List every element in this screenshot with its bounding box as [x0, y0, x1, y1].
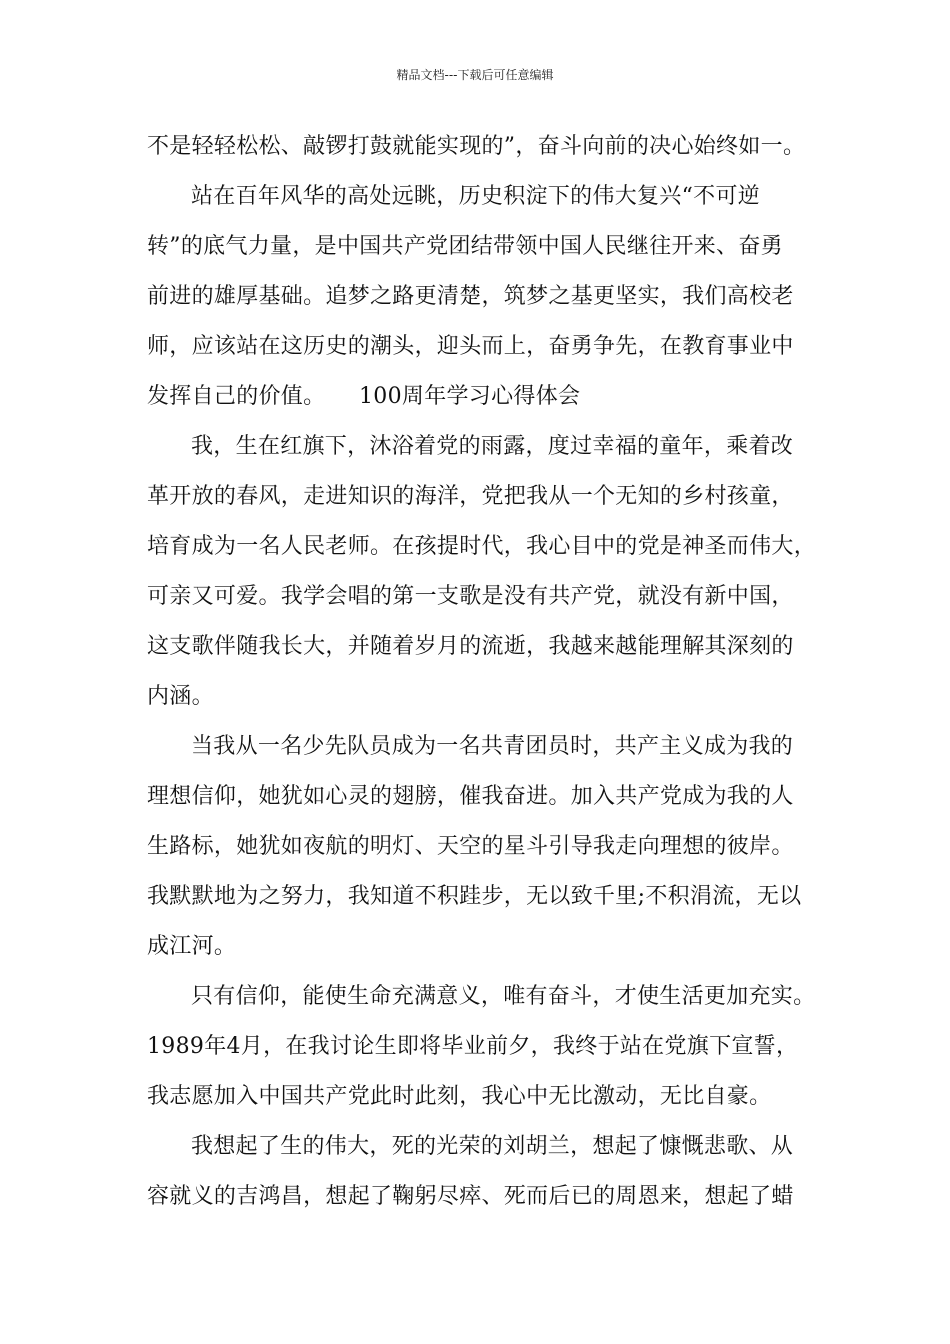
text-line: 生路标，她犹如夜航的明灯、天空的星斗引导我走向理想的彼岸。: [147, 834, 794, 859]
page-header: 精品文档---下载后可任意编辑: [396, 68, 554, 82]
paragraph-first-line: 站在百年风华的高处远眺，历史积淀下的伟大复兴“不可逆: [191, 184, 761, 209]
text-line: 师，应该站在这历史的潮头，迎头而上，奋勇争先，在教育事业中: [147, 334, 794, 359]
text-line: 可亲又可爱。我学会唱的第一支歌是没有共产党，就没有新中国，: [147, 584, 794, 609]
paragraph-first-line: 我想起了生的伟大，死的光荣的刘胡兰，想起了慷慨悲歌、从: [191, 1134, 794, 1159]
text-line: 这支歌伴随我长大，并随着岁月的流逝，我越来越能理解其深刻的: [147, 634, 794, 659]
paragraph-first-line: 我，生在红旗下，沐浴着党的雨露，度过幸福的童年，乘着改: [191, 434, 794, 459]
paragraph-first-line: 只有信仰，能使生命充满意义，唯有奋斗，才使生活更加充实。: [191, 984, 816, 1009]
text-line: 不是轻轻松松、敲锣打鼓就能实现的”，奋斗向前的决心始终如一。: [147, 134, 806, 159]
text-line: 成江河。: [147, 934, 237, 959]
paragraph-first-line: 当我从一名少先队员成为一名共青团员时，共产主义成为我的: [191, 734, 794, 759]
text-line: 我志愿加入中国共产党此时此刻，我心中无比激动，无比自豪。: [147, 1084, 772, 1109]
text-line: 革开放的春风，走进知识的海洋，党把我从一个无知的乡村孩童，: [147, 484, 794, 509]
text-line: 1989年4月，在我讨论生即将毕业前夕，我终于站在党旗下宣誓，: [147, 1034, 799, 1059]
text-line: 内涵。: [147, 684, 214, 709]
text-line: 前进的雄厚基础。追梦之路更清楚，筑梦之基更坚实，我们高校老: [147, 284, 794, 309]
text-line: 容就义的吉鸿昌，想起了鞠躬尽瘁、死而后已的周恩来，想起了蜡: [147, 1184, 794, 1209]
text-line: 培育成为一名人民老师。在孩提时代，我心目中的党是神圣而伟大，: [147, 534, 817, 559]
text-line: 发挥自己的价值。 100周年学习心得体会: [147, 384, 581, 409]
text-line: 我默默地为之努力，我知道不积跬步，无以致千里;不积涓流，无以: [147, 884, 802, 909]
text-line: 转”的底气力量，是中国共产党团结带领中国人民继往开来、奋勇: [147, 234, 783, 259]
text-line: 理想信仰，她犹如心灵的翅膀，催我奋进。加入共产党成为我的人: [147, 784, 794, 809]
